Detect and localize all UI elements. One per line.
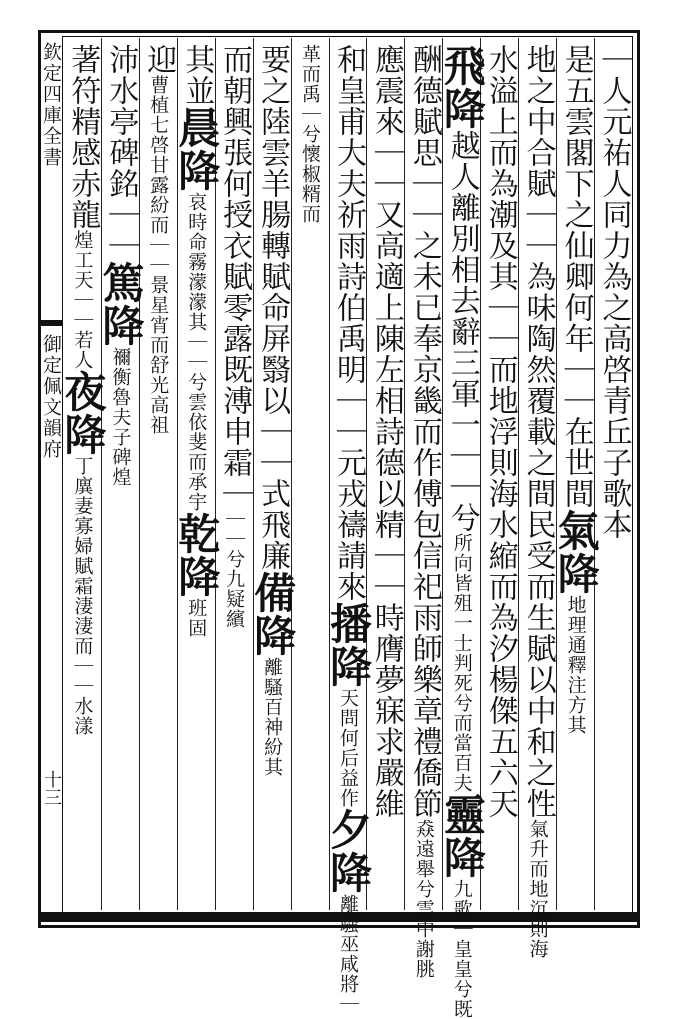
column-text [96, 44, 146, 906]
column-text [368, 44, 404, 906]
text-column [551, 38, 601, 910]
body-text: 迎 [141, 44, 177, 75]
annotation-text: 所向皆殂一士判死兮而當百夫 [450, 533, 473, 793]
annotation-text: 兮懷椒糈而 [299, 124, 322, 224]
text-column [437, 38, 487, 1019]
annotation-text: 曹植七啓甘露紛而｜｜景星宵而舒光 [147, 75, 170, 395]
headword-glyph: 降 [323, 645, 373, 688]
column-text [437, 44, 487, 1019]
text-column [518, 38, 556, 959]
column-text [140, 44, 176, 906]
text-column [480, 38, 518, 910]
column-text [172, 44, 222, 906]
annotation-text: 氣升而地沉則海 [526, 819, 549, 959]
annotation-text: 革而禹｜ [299, 44, 322, 124]
headword-glyph: 播 [323, 602, 373, 645]
body-text: 著符精感赤龍 [65, 44, 101, 230]
headword-glyph: 靈 [437, 793, 487, 836]
headword-glyph: 降 [437, 87, 487, 130]
text-column [404, 38, 442, 979]
headword-glyph: 夕 [323, 808, 373, 851]
body-text: 地之中合賦｜｜為味陶然覆載之間民受而生賦以中和之性 [520, 44, 556, 819]
headword-glyph: 降 [58, 413, 108, 456]
headword-glyph: 備 [248, 571, 298, 614]
text-column [96, 38, 146, 910]
annotation-text: 班固 [185, 598, 208, 638]
text-column [594, 38, 632, 910]
column-text [482, 44, 518, 906]
column-text [323, 44, 373, 1014]
column-text [248, 44, 298, 906]
annotation-text: 離騷百神紛其 [261, 657, 284, 777]
annotation-text: 禰衡魯夫子碑煌 [109, 347, 132, 487]
text-column [366, 38, 404, 910]
headword-glyph: 氣 [551, 509, 601, 552]
annotation-text: 天問何后益作 [336, 688, 359, 808]
text-column [323, 38, 373, 1014]
body-text: ｜人元祐人同力為之高啓青丘子歌本 [596, 44, 632, 540]
body-text: 是五雲閣下之仙卿何年｜｜在世間 [558, 44, 594, 509]
text-column [291, 38, 329, 910]
headword-glyph: 降 [551, 552, 601, 595]
margin-divider [40, 320, 62, 326]
body-text: 水溢上而為潮及其｜｜而地浮則海水縮而為汐楊傑五六天 [482, 44, 518, 819]
body-text: 越人離別相去辭三軍一｜｜兮 [444, 130, 480, 533]
annotation-text: 地理通釋注方其 [564, 595, 587, 735]
text-column [248, 38, 298, 910]
page-number: 十三 [41, 770, 62, 806]
column-text [520, 44, 556, 959]
body-text: 酬德賦思｜｜之未已奉京畿而作傅包信祀雨師樂章禮僑節 [406, 44, 442, 819]
column-text [596, 44, 632, 906]
column-text [292, 44, 328, 906]
column-text [551, 44, 601, 906]
headword-glyph: 降 [172, 555, 222, 598]
book-title: 欽定四庫全書 [40, 42, 62, 168]
headword-glyph: 飛 [437, 44, 487, 87]
headword-glyph: 降 [437, 836, 487, 879]
body-text: 應震來｜｜又高適上陳左相詩德以精｜｜時膺夢寐求嚴維 [368, 44, 404, 819]
annotation-text: 高祖 [147, 395, 170, 435]
body-text: 而朝興張何授衣賦零露既溥申霜｜ [217, 44, 253, 509]
annotation-text: ｜｜兮九疑繽 [223, 509, 246, 629]
volume-title: 御定佩文韻府 [40, 334, 62, 460]
annotation-text: 丁廙妻寡婦賦霜 [71, 456, 94, 596]
headword-glyph: 降 [323, 851, 373, 894]
text-column [139, 38, 177, 910]
body-text: 和皇甫大夫祈雨詩伯禹明｜｜元戎禱請來 [330, 44, 366, 602]
headword-glyph: 乾 [172, 512, 222, 555]
margin-strip [40, 34, 62, 912]
annotation-text: 九歌｜皇皇兮既 [450, 879, 473, 1019]
text-columns [58, 38, 632, 1019]
annotation-text: 淒淒而｜｜水漾 [71, 596, 94, 736]
headword-glyph: 夜 [58, 370, 108, 413]
column-text [216, 44, 252, 906]
headword-glyph: 篤 [96, 261, 146, 304]
body-text: 沛水亭碑銘｜｜ [103, 44, 139, 261]
text-column [172, 38, 222, 910]
headword-glyph: 降 [248, 614, 298, 657]
headword-glyph: 降 [96, 304, 146, 347]
annotation-text: 猋遠舉兮雲中謝朓 [412, 819, 435, 979]
body-text: 要之陸雲羊腸轉賦命屏翳以｜｜式飛廉 [255, 44, 291, 571]
headword-glyph: 晨 [172, 106, 222, 149]
annotation-text: 哀時命霧濛濛其｜｜兮雲依斐而承宇 [185, 192, 208, 512]
headword-glyph: 降 [172, 149, 222, 192]
annotation-text: 離騷巫咸將｜ [336, 894, 359, 1014]
body-text: 其並 [179, 44, 215, 106]
column-text [406, 44, 442, 979]
annotation-text: 煌工天｜｜若人 [71, 230, 94, 370]
column-text [58, 44, 108, 906]
text-column [58, 38, 108, 910]
